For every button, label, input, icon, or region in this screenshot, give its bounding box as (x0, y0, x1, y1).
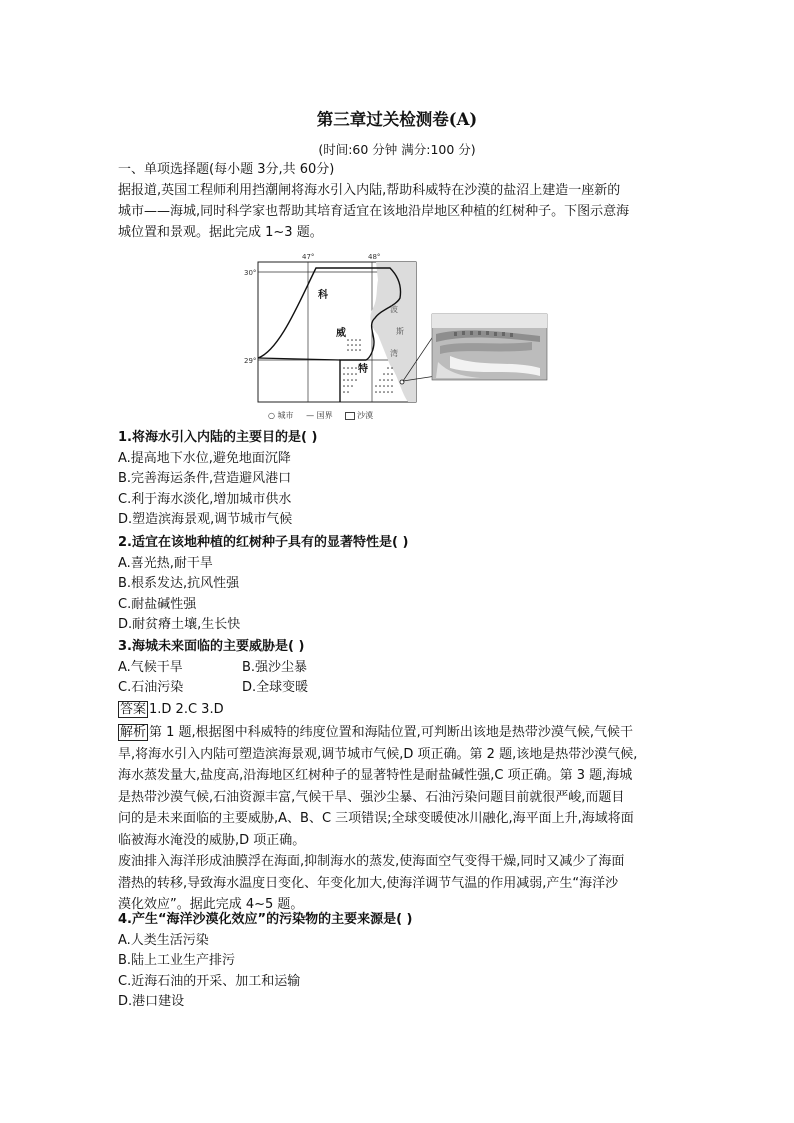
question-3 (118, 637, 308, 699)
option: B.根系发达,抗风性强 (118, 576, 240, 591)
option: C.近海石油的开采、加工和运输 (118, 973, 301, 989)
intro2-line: 漠化效应”。据此完成 4~5 题。 (118, 897, 304, 912)
legend-desert: 沙漠 (345, 411, 383, 420)
answer-line (118, 700, 224, 720)
option: B.强沙尘暴 (242, 659, 308, 675)
option-row (118, 678, 308, 699)
analysis-block (118, 722, 637, 851)
intro1-line: 城市——海城,同时科学家也帮助其培育适宜在该地沿岸地区种植的红树种子。下图示意海 (118, 204, 630, 219)
intro2-line: 废油排入海洋形成油膜浮在海面,抑制海水的蒸发,使海面空气变得干燥,同时又减少了海面 (118, 854, 625, 869)
analysis-line: 海水蒸发量大,盐度高,沿海地区红树种子的显著特性是耐盐碱性强,C 项正确。第 3 题,海城 (118, 768, 633, 783)
option: B.陆上工业生产排污 (118, 953, 236, 968)
intro1-line: 据报道,英国工程师利用挡潮闸将海水引入内陆,帮助科威特在沙漠的盐沼上建造一座新的 (118, 183, 621, 198)
option: A.喜光热,耐干旱 (118, 555, 213, 571)
section-heading: 一、单项选择题(每小题 3分,共 60分) (118, 162, 335, 177)
analysis-tag: 解析 (120, 725, 147, 740)
analysis-line: 旱,将海水引入内陆可塑造滨海景观,调节城市气候,D 项正确。第 2 题,该地是热带沙漠气候, (118, 746, 638, 762)
question-3-stem: 3.海城未来面临的主要威胁是( ) (118, 639, 305, 654)
page-title: 第三章过关检测卷(A) (316, 110, 478, 129)
sea-city-photo (432, 314, 547, 380)
lat-label-29: 29° (244, 357, 257, 365)
lat-label-30: 30° (244, 269, 257, 277)
lon-label-47: 47° (302, 253, 315, 261)
legend-border: — 国界 (306, 411, 333, 420)
question-1 (118, 428, 317, 531)
option: A.人类生活污染 (118, 932, 209, 948)
answer-text: 1.D 2.C 3.D (149, 702, 224, 717)
question-4 (118, 910, 412, 1013)
question-1-stem: 1.将海水引入内陆的主要目的是( ) (118, 430, 318, 445)
country-char-1: 科 (318, 290, 328, 301)
intro1-line: 城位置和景观。据此完成 1~3 题。 (118, 225, 323, 240)
analysis-line: 临被海水淹没的威胁,D 项正确。 (118, 832, 306, 848)
option: A.提高地下水位,避免地面沉降 (118, 450, 291, 466)
intro-paragraph-1 (118, 180, 629, 243)
exam-time-score: (时间:60 分钟 满分:100 分) (318, 142, 476, 157)
option: C.石油污染 (118, 680, 184, 695)
option: D.港口建设 (118, 994, 185, 1009)
option: D.塑造滨海景观,调节城市气候 (118, 512, 293, 527)
question-2-stem: 2.适宜在该地种植的红树种子具有的显著特性是( ) (118, 535, 409, 550)
intro-paragraph-2 (118, 851, 624, 916)
option: C.利于海水淡化,增加城市供水 (118, 491, 292, 507)
analysis-line: 是热带沙漠气候,石油资源丰富,气候干旱、强沙尘暴、石油污染问题目前就很严峻,而题目 (118, 789, 625, 805)
kuwait-location-map (240, 250, 552, 420)
intro2-line: 潜热的转移,导致海水温度日变化、年变化加大,使海洋调节气温的作用减弱,产生“海洋沙 (118, 875, 619, 891)
lon-label-48: 48° (368, 253, 381, 261)
option-row (118, 658, 308, 679)
option: D.耐贫瘠土壤,生长快 (118, 617, 241, 632)
option: A.气候干旱 (118, 659, 183, 675)
gulf-char-1: 波 (390, 305, 398, 314)
question-2 (118, 533, 408, 636)
analysis-line: 问的是未来面临的主要威胁,A、B、C 三项错误;全球变暖使冰川融化,海平面上升,海域将面 (118, 811, 634, 826)
country-char-2: 威 (336, 328, 346, 339)
option: B.完善海运条件,营造避风港口 (118, 471, 292, 486)
gulf-char-2: 斯 (396, 327, 404, 336)
option: D.全球变暖 (242, 680, 309, 695)
question-4-stem: 4.产生“海洋沙漠化效应”的污染物的主要来源是( ) (118, 912, 413, 927)
answer-tag: 答案 (120, 702, 147, 717)
analysis-line: 第 1 题,根据图中科威特的纬度位置和海陆位置,可判断出该地是热带沙漠气候,气候干 (149, 725, 633, 740)
map-legend (268, 410, 393, 421)
option: C.耐盐碱性强 (118, 596, 197, 612)
legend-city: ○ 城市 (268, 411, 294, 420)
country-char-3: 特 (358, 364, 368, 375)
gulf-char-3: 湾 (390, 349, 398, 358)
